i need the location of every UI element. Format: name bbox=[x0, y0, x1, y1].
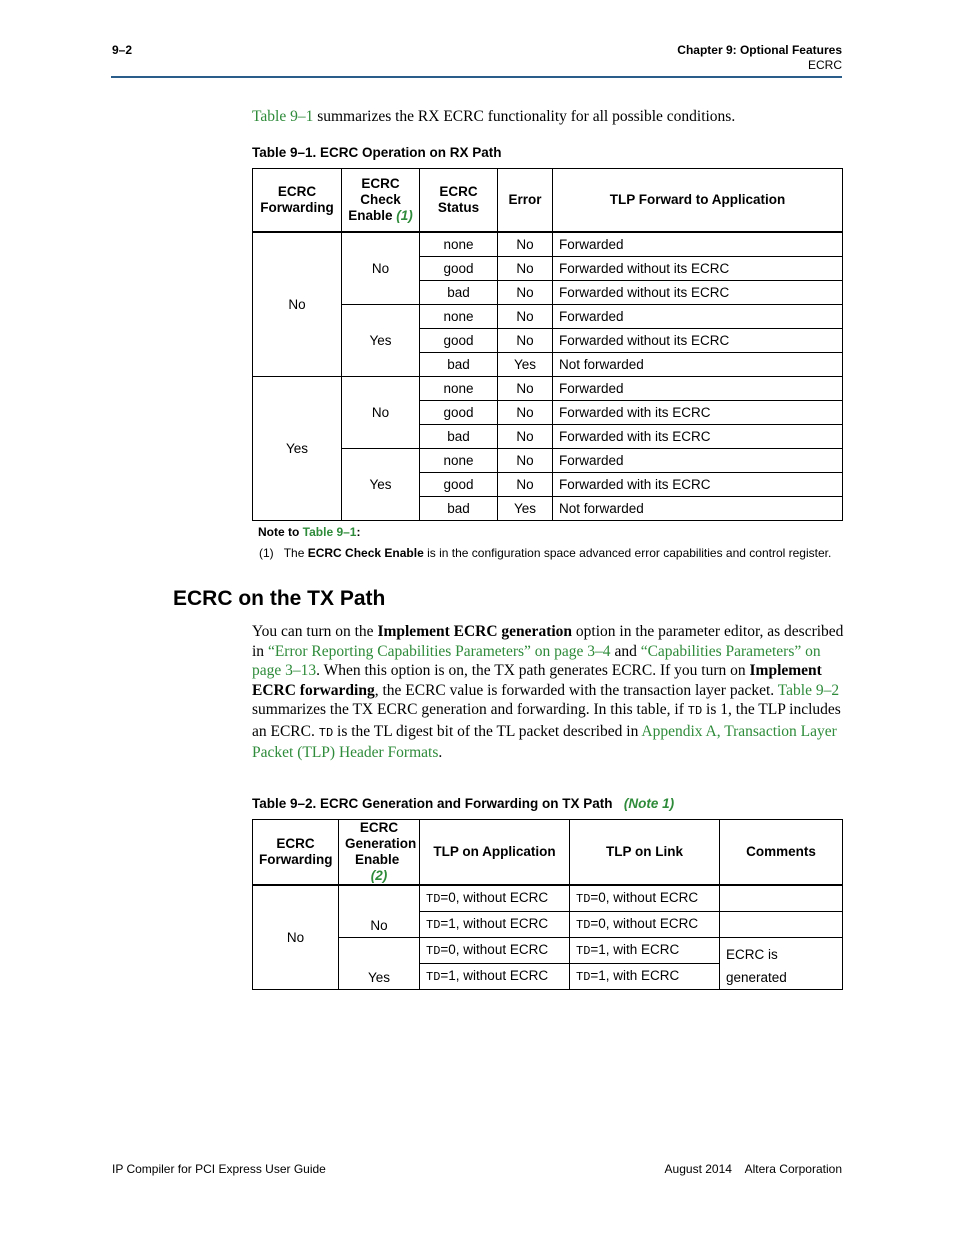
t1-forward: Forwarded bbox=[553, 376, 843, 400]
t1-error: Yes bbox=[498, 352, 553, 376]
t1-status: bad bbox=[420, 496, 498, 520]
t1-error: No bbox=[498, 472, 553, 496]
t1-check-enable-cell: No bbox=[342, 232, 420, 305]
table-ecrc-rx bbox=[252, 168, 843, 521]
t1-forward: Forwarded without its ECRC bbox=[553, 256, 843, 280]
t2-app: TD=0, without ECRC bbox=[420, 938, 570, 964]
t2-link: TD=0, without ECRC bbox=[570, 912, 720, 938]
t1-status: bad bbox=[420, 352, 498, 376]
table-row bbox=[253, 232, 843, 257]
t2-h-app: TLP on Application bbox=[420, 820, 570, 886]
t1-h-forward: TLP Forward to Application bbox=[553, 169, 843, 232]
table-9-2-link[interactable]: Table 9–2 bbox=[777, 681, 840, 699]
t1-error: No bbox=[498, 280, 553, 304]
t1-error: No bbox=[498, 424, 553, 448]
table1-caption: Table 9–1. ECRC Operation on RX Path bbox=[252, 145, 502, 160]
table2-caption: Table 9–2. ECRC Generation and Forwarding on TX Path (Note 1) bbox=[252, 796, 675, 811]
header-rule bbox=[111, 76, 842, 78]
note-1-ref[interactable]: (1) bbox=[396, 207, 413, 223]
t1-error: No bbox=[498, 400, 553, 424]
t1-forward: Forwarded bbox=[553, 448, 843, 472]
t1-h-check-enable: ECRC Check Enable (1) bbox=[342, 169, 420, 232]
t1-forwarding-cell: No bbox=[253, 232, 342, 377]
t1-forward: Not forwarded bbox=[553, 496, 843, 520]
t1-error: No bbox=[498, 232, 553, 257]
t1-status: none bbox=[420, 304, 498, 328]
t2-h-forwarding: ECRC Forwarding bbox=[253, 820, 339, 886]
error-reporting-link[interactable]: “Error Reporting Capabilities Parameters” on page 3–4 bbox=[267, 642, 611, 660]
section-title: ECRC bbox=[807, 58, 842, 72]
t1-error: No bbox=[498, 328, 553, 352]
t1-forward: Forwarded bbox=[553, 304, 843, 328]
t2-h-link: TLP on Link bbox=[570, 820, 720, 886]
t1-status: good bbox=[420, 472, 498, 496]
t1-status: good bbox=[420, 328, 498, 352]
t1-check-enable-cell: Yes bbox=[342, 304, 420, 376]
t2-gen-enable-cell: No bbox=[339, 885, 420, 938]
intro-paragraph bbox=[252, 107, 842, 127]
capabilities-params-link[interactable]: “Capabilities Parameters” on page 3–13 bbox=[252, 642, 821, 679]
table-9-1-link[interactable]: Table 9–1 bbox=[252, 108, 314, 125]
t1-status: none bbox=[420, 448, 498, 472]
t1-h-status: ECRC Status bbox=[420, 169, 498, 232]
table-row bbox=[253, 304, 843, 328]
t2-gen-enable-cell: Yes bbox=[339, 938, 420, 990]
section-paragraph: You can turn on the Implement ECRC generation option in the parameter editor, as described in “Error Reporting Capabilities Parameters” on page 3–4 and “Capabilities Parameters” on page 3–13. When this option is on, the TX path generates ECRC. If you turn on Implement ECRC forwarding, the ECRC value is forwarded with the transaction layer packet. Table 9–2 summarizes the TX ECRC generation and forwarding. In this table, if TD is 1, the TLP includes an ECRC. TD is the TL digest bit of the TL packet described in Appendix A, Transaction Layer Packet (TLP) Header Formats. bbox=[252, 623, 844, 761]
t2-link: TD=1, with ECRC bbox=[570, 938, 720, 964]
t2-forwarding-cell: No bbox=[253, 885, 339, 990]
chapter-title: Chapter 9: Optional Features bbox=[677, 43, 842, 57]
note-1-ref[interactable]: (Note 1) bbox=[623, 796, 675, 811]
t1-forward: Forwarded with its ECRC bbox=[553, 472, 843, 496]
table1-header-row bbox=[253, 169, 843, 232]
t1-error: Yes bbox=[498, 496, 553, 520]
t2-h-gen-enable: ECRC Generation Enable (2) bbox=[339, 820, 420, 886]
note-number: (1) bbox=[259, 546, 274, 560]
table2-header-row bbox=[253, 820, 843, 886]
t1-error: No bbox=[498, 256, 553, 280]
t1-check-enable-cell: No bbox=[342, 376, 420, 448]
section-heading: ECRC on the TX Path bbox=[173, 587, 386, 610]
t2-app: TD=1, without ECRC bbox=[420, 964, 570, 990]
t2-comment bbox=[720, 912, 843, 938]
t2-app: TD=0, without ECRC bbox=[420, 885, 570, 912]
t1-status: bad bbox=[420, 280, 498, 304]
table-row bbox=[253, 885, 843, 912]
t1-error: No bbox=[498, 304, 553, 328]
table1-note-1: (1) The ECRC Check Enable is in the configuration space advanced error capabilities and control register. bbox=[259, 546, 832, 560]
t2-comment bbox=[720, 885, 843, 912]
note-2-ref[interactable]: (2) bbox=[370, 868, 388, 883]
t2-h-comments: Comments bbox=[720, 820, 843, 886]
t1-status: good bbox=[420, 256, 498, 280]
footer-doc-title: IP Compiler for PCI Express User Guide bbox=[112, 1162, 326, 1176]
t2-link: TD=1, with ECRC bbox=[570, 964, 720, 990]
t2-comment: ECRC is generated bbox=[720, 938, 843, 990]
t1-h-error: Error bbox=[498, 169, 553, 232]
t1-error: No bbox=[498, 376, 553, 400]
table-9-1-note-link[interactable]: Table 9–1 bbox=[302, 525, 357, 539]
t1-forward: Forwarded with its ECRC bbox=[553, 400, 843, 424]
t1-error: No bbox=[498, 448, 553, 472]
t1-forwarding-cell: Yes bbox=[253, 376, 342, 520]
table-row bbox=[253, 376, 843, 400]
table-ecrc-tx bbox=[252, 819, 843, 990]
page-number: 9–2 bbox=[112, 43, 133, 57]
table-row bbox=[253, 938, 843, 964]
t1-status: bad bbox=[420, 424, 498, 448]
t2-link: TD=0, without ECRC bbox=[570, 885, 720, 912]
table-row bbox=[253, 448, 843, 472]
t1-status: none bbox=[420, 376, 498, 400]
t1-forward: Forwarded without its ECRC bbox=[553, 328, 843, 352]
intro-text: summarizes the RX ECRC functionality for all possible conditions. bbox=[313, 108, 736, 125]
table1-note-title: Note to Table 9–1: bbox=[258, 525, 361, 539]
t2-app: TD=1, without ECRC bbox=[420, 912, 570, 938]
t1-h-forwarding: ECRC Forwarding bbox=[253, 169, 342, 232]
appendix-a-link[interactable]: Appendix A, Transaction Layer Packet (TLP) Header Formats bbox=[252, 722, 837, 761]
t1-forward: Forwarded without its ECRC bbox=[553, 280, 843, 304]
t1-check-enable-cell: Yes bbox=[342, 448, 420, 520]
t1-forward: Forwarded bbox=[553, 232, 843, 257]
t1-forward: Forwarded with its ECRC bbox=[553, 424, 843, 448]
t1-forward: Not forwarded bbox=[553, 352, 843, 376]
t1-status: none bbox=[420, 232, 498, 257]
footer-date-company: August 2014 Altera Corporation bbox=[664, 1162, 842, 1176]
t1-status: good bbox=[420, 400, 498, 424]
